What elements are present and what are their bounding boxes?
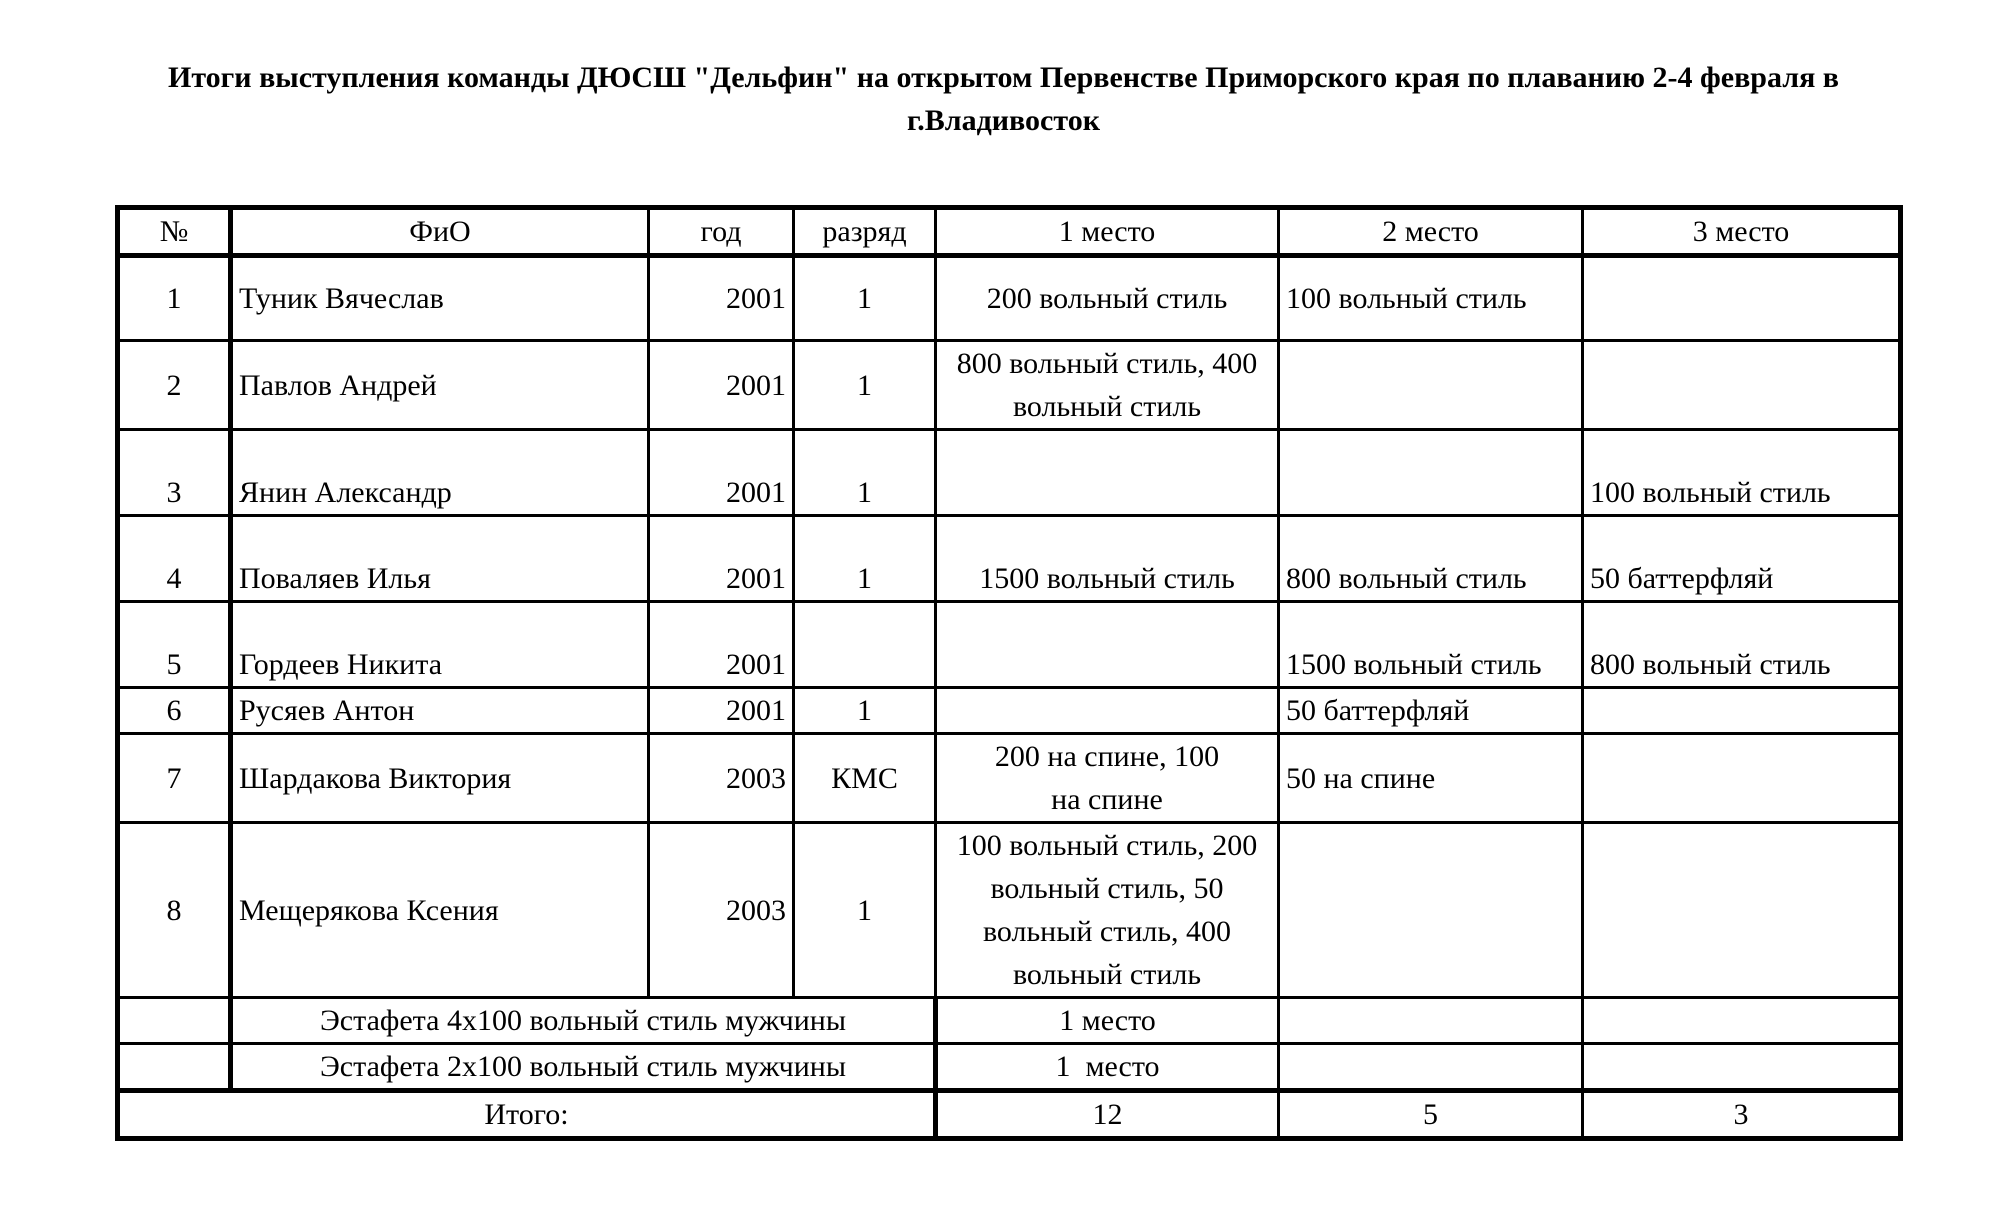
row-name: Павлов Андрей (231, 341, 649, 430)
row-year: 2001 (649, 430, 794, 516)
row-place2 (1279, 341, 1583, 430)
table-row (118, 430, 1901, 516)
row-place1: 800 вольный стиль, 400 вольный стиль (936, 341, 1279, 430)
row-place3: 50 баттерфляй (1583, 516, 1901, 602)
relay-place2 (1279, 1044, 1583, 1091)
row-num: 4 (118, 516, 231, 602)
table-row (118, 688, 1901, 734)
relay-place3 (1583, 1044, 1901, 1091)
row-rank: 1 (794, 688, 936, 734)
row-year: 2001 (649, 602, 794, 688)
row-num: 1 (118, 256, 231, 341)
table-row (118, 341, 1901, 430)
row-rank: 1 (794, 430, 936, 516)
header-num: № (118, 208, 231, 256)
row-num: 5 (118, 602, 231, 688)
relay-label: Эстафета 4х100 вольный стиль мужчины (231, 998, 936, 1044)
row-num: 7 (118, 734, 231, 823)
row-rank (794, 602, 936, 688)
header-place1: 1 место (936, 208, 1279, 256)
relay-row (118, 1044, 1901, 1091)
results-table (115, 205, 1903, 1141)
row-year: 2001 (649, 516, 794, 602)
total-place3: 3 (1583, 1091, 1901, 1139)
relay-place2 (1279, 998, 1583, 1044)
row-place3 (1583, 341, 1901, 430)
row-place3: 800 вольный стиль (1583, 602, 1901, 688)
header-rank: разряд (794, 208, 936, 256)
row-name: Русяев Антон (231, 688, 649, 734)
row-name: Мещерякова Ксения (231, 823, 649, 998)
table-row (118, 734, 1901, 823)
row-year: 2001 (649, 256, 794, 341)
row-year: 2003 (649, 734, 794, 823)
row-rank: 1 (794, 341, 936, 430)
row-place1 (936, 602, 1279, 688)
row-place2: 1500 вольный стиль (1279, 602, 1583, 688)
relay-row (118, 998, 1901, 1044)
row-num: 3 (118, 430, 231, 516)
relay-place1: 1 место (936, 1044, 1279, 1091)
header-place3: 3 место (1583, 208, 1901, 256)
row-place3: 100 вольный стиль (1583, 430, 1901, 516)
row-name: Янин Александр (231, 430, 649, 516)
row-rank: 1 (794, 516, 936, 602)
header-place2: 2 место (1279, 208, 1583, 256)
header-year: год (649, 208, 794, 256)
row-place3 (1583, 688, 1901, 734)
row-place2: 50 баттерфляй (1279, 688, 1583, 734)
total-place1: 12 (936, 1091, 1279, 1139)
row-year: 2001 (649, 341, 794, 430)
row-num: 6 (118, 688, 231, 734)
row-year: 2003 (649, 823, 794, 998)
row-num: 8 (118, 823, 231, 998)
row-year: 2001 (649, 688, 794, 734)
row-name: Гордеев Никита (231, 602, 649, 688)
row-place2: 800 вольный стиль (1279, 516, 1583, 602)
table-row (118, 256, 1901, 341)
header-row (118, 208, 1901, 256)
row-place1: 100 вольный стиль, 200 вольный стиль, 50 вольный стиль, 400 вольный стиль (936, 823, 1279, 998)
total-label: Итого: (118, 1091, 936, 1139)
header-name: ФиО (231, 208, 649, 256)
row-place2: 50 на спине (1279, 734, 1583, 823)
total-row (118, 1091, 1901, 1139)
relay-place1: 1 место (936, 998, 1279, 1044)
row-place1 (936, 430, 1279, 516)
row-name: Поваляев Илья (231, 516, 649, 602)
row-place2 (1279, 430, 1583, 516)
row-place1: 1500 вольный стиль (936, 516, 1279, 602)
relay-label: Эстафета 2х100 вольный стиль мужчины (231, 1044, 936, 1091)
row-name: Туник Вячеслав (231, 256, 649, 341)
row-place3 (1583, 256, 1901, 341)
table-row (118, 516, 1901, 602)
row-rank: КМС (794, 734, 936, 823)
table-row (118, 602, 1901, 688)
row-place1: 200 на спине, 100 на спине (936, 734, 1279, 823)
row-rank: 1 (794, 256, 936, 341)
row-name: Шардакова Виктория (231, 734, 649, 823)
row-place2 (1279, 823, 1583, 998)
relay-num-empty (118, 998, 231, 1044)
relay-place3 (1583, 998, 1901, 1044)
row-place3 (1583, 734, 1901, 823)
row-place3 (1583, 823, 1901, 998)
row-place1: 200 вольный стиль (936, 256, 1279, 341)
total-place2: 5 (1279, 1091, 1583, 1139)
table-row (118, 823, 1901, 998)
relay-num-empty (118, 1044, 231, 1091)
row-place1 (936, 688, 1279, 734)
row-num: 2 (118, 341, 231, 430)
row-place2: 100 вольный стиль (1279, 256, 1583, 341)
document-title: Итоги выступления команды ДЮСШ "Дельфин" на открытом Первенстве Приморского края по плаванию 2-4 февраля в г.Владивосток (167, 61, 1840, 137)
row-rank: 1 (794, 823, 936, 998)
